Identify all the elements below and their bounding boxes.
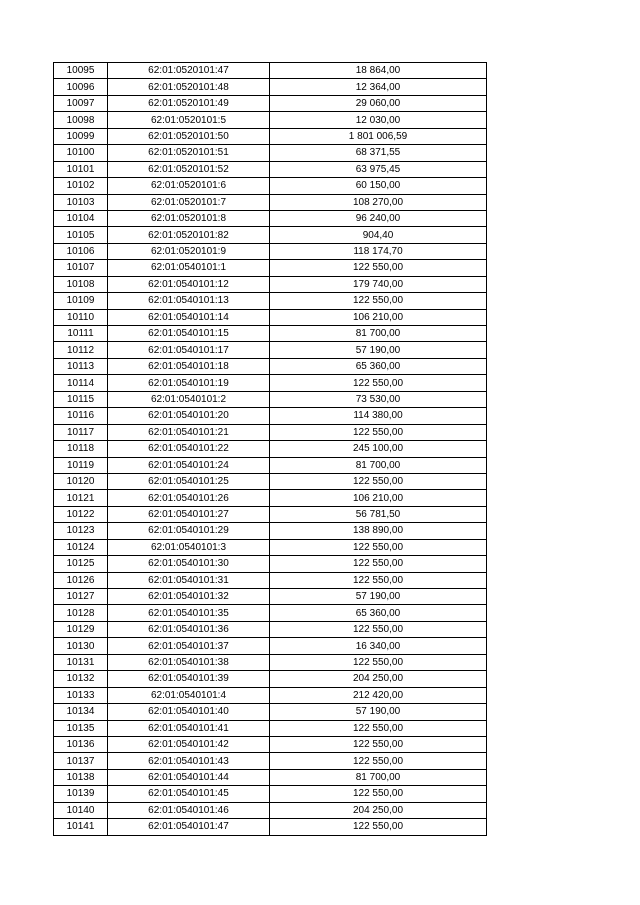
cadastral-value-cell: 904,40 [270,227,487,243]
row-number-cell: 10113 [54,358,108,374]
cadastral-value-cell: 12 364,00 [270,79,487,95]
cadastral-value-cell: 65 360,00 [270,358,487,374]
row-number-cell: 10111 [54,326,108,342]
cadastral-number-cell: 62:01:0520101:49 [108,95,270,111]
cadastral-value-cell: 57 190,00 [270,704,487,720]
cadastral-number-cell: 62:01:0540101:35 [108,605,270,621]
cadastral-value-cell: 29 060,00 [270,95,487,111]
cadastral-value-cell: 81 700,00 [270,769,487,785]
table-row [54,802,487,818]
row-number-cell: 10140 [54,802,108,818]
row-number-cell: 10095 [54,63,108,79]
cadastral-value-cell: 73 530,00 [270,391,487,407]
row-number-cell: 10098 [54,112,108,128]
cadastral-number-cell: 62:01:0520101:7 [108,194,270,210]
row-number-cell: 10106 [54,243,108,259]
row-number-cell: 10097 [54,95,108,111]
table-row [54,194,487,210]
cadastral-value-cell: 212 420,00 [270,687,487,703]
cadastral-value-cell: 108 270,00 [270,194,487,210]
row-number-cell: 10135 [54,720,108,736]
table-row [54,408,487,424]
row-number-cell: 10128 [54,605,108,621]
cadastral-value-cell: 122 550,00 [270,539,487,555]
row-number-cell: 10134 [54,704,108,720]
cadastral-value-cell: 56 781,50 [270,506,487,522]
row-number-cell: 10112 [54,342,108,358]
row-number-cell: 10116 [54,408,108,424]
cadastral-number-cell: 62:01:0540101:26 [108,490,270,506]
cadastral-number-cell: 62:01:0540101:39 [108,671,270,687]
row-number-cell: 10099 [54,128,108,144]
cadastral-value-cell: 68 371,55 [270,145,487,161]
cadastral-value-cell: 114 380,00 [270,408,487,424]
row-number-cell: 10133 [54,687,108,703]
row-number-cell: 10096 [54,79,108,95]
cadastral-value-cell: 63 975,45 [270,161,487,177]
table-row [54,276,487,292]
table-row [54,358,487,374]
row-number-cell: 10130 [54,638,108,654]
cadastral-value-cell: 60 150,00 [270,178,487,194]
table-row [54,112,487,128]
table-row [54,424,487,440]
table-row [54,572,487,588]
table-row [54,326,487,342]
cadastral-value-cell: 81 700,00 [270,457,487,473]
row-number-cell: 10129 [54,621,108,637]
cadastral-value-cell: 122 550,00 [270,556,487,572]
table-row [54,210,487,226]
cadastral-number-cell: 62:01:0540101:19 [108,375,270,391]
row-number-cell: 10102 [54,178,108,194]
row-number-cell: 10110 [54,309,108,325]
table-row [54,95,487,111]
cadastral-value-table [53,62,487,836]
table-row [54,687,487,703]
row-number-cell: 10121 [54,490,108,506]
cadastral-number-cell: 62:01:0520101:51 [108,145,270,161]
row-number-cell: 10122 [54,506,108,522]
cadastral-number-cell: 62:01:0540101:13 [108,293,270,309]
table-row [54,605,487,621]
table-row [54,621,487,637]
cadastral-number-cell: 62:01:0540101:25 [108,473,270,489]
cadastral-number-cell: 62:01:0540101:21 [108,424,270,440]
cadastral-value-cell: 122 550,00 [270,753,487,769]
cadastral-number-cell: 62:01:0520101:5 [108,112,270,128]
cadastral-number-cell: 62:01:0540101:30 [108,556,270,572]
table-row [54,293,487,309]
cadastral-number-cell: 62:01:0520101:82 [108,227,270,243]
table-row [54,490,487,506]
cadastral-number-cell: 62:01:0540101:29 [108,523,270,539]
cadastral-number-cell: 62:01:0540101:22 [108,441,270,457]
cadastral-value-cell: 122 550,00 [270,621,487,637]
cadastral-number-cell: 62:01:0540101:45 [108,786,270,802]
table-row [54,753,487,769]
cadastral-number-cell: 62:01:0540101:38 [108,654,270,670]
table-row [54,375,487,391]
cadastral-value-cell: 122 550,00 [270,293,487,309]
row-number-cell: 10127 [54,589,108,605]
table-row [54,145,487,161]
cadastral-number-cell: 62:01:0540101:41 [108,720,270,736]
table-row [54,556,487,572]
document-page [53,62,487,836]
cadastral-value-cell: 16 340,00 [270,638,487,654]
row-number-cell: 10117 [54,424,108,440]
row-number-cell: 10105 [54,227,108,243]
cadastral-value-cell: 106 210,00 [270,490,487,506]
table-row [54,523,487,539]
cadastral-value-cell: 138 890,00 [270,523,487,539]
table-row [54,79,487,95]
cadastral-value-cell: 1 801 006,59 [270,128,487,144]
cadastral-number-cell: 62:01:0540101:15 [108,326,270,342]
row-number-cell: 10136 [54,736,108,752]
cadastral-value-cell: 81 700,00 [270,326,487,342]
cadastral-value-cell: 122 550,00 [270,819,487,835]
table-row [54,161,487,177]
cadastral-value-cell: 122 550,00 [270,424,487,440]
cadastral-value-cell: 118 174,70 [270,243,487,259]
cadastral-value-cell: 245 100,00 [270,441,487,457]
cadastral-number-cell: 62:01:0520101:50 [108,128,270,144]
cadastral-number-cell: 62:01:0540101:44 [108,769,270,785]
cadastral-value-cell: 57 190,00 [270,342,487,358]
table-row [54,589,487,605]
cadastral-number-cell: 62:01:0540101:43 [108,753,270,769]
table-row [54,391,487,407]
cadastral-value-cell: 96 240,00 [270,210,487,226]
cadastral-number-cell: 62:01:0520101:52 [108,161,270,177]
cadastral-value-cell: 122 550,00 [270,473,487,489]
cadastral-value-cell: 65 360,00 [270,605,487,621]
cadastral-number-cell: 62:01:0540101:42 [108,736,270,752]
cadastral-number-cell: 62:01:0540101:2 [108,391,270,407]
cadastral-value-cell: 122 550,00 [270,736,487,752]
cadastral-number-cell: 62:01:0540101:47 [108,819,270,835]
row-number-cell: 10126 [54,572,108,588]
row-number-cell: 10108 [54,276,108,292]
table-row [54,786,487,802]
cadastral-value-cell: 12 030,00 [270,112,487,128]
cadastral-number-cell: 62:01:0540101:20 [108,408,270,424]
row-number-cell: 10100 [54,145,108,161]
table-row [54,736,487,752]
cadastral-number-cell: 62:01:0540101:1 [108,260,270,276]
table-row [54,342,487,358]
cadastral-number-cell: 62:01:0540101:3 [108,539,270,555]
cadastral-value-cell: 122 550,00 [270,654,487,670]
row-number-cell: 10138 [54,769,108,785]
cadastral-number-cell: 62:01:0540101:14 [108,309,270,325]
cadastral-value-cell: 122 550,00 [270,720,487,736]
cadastral-value-cell: 122 550,00 [270,572,487,588]
cadastral-value-cell: 122 550,00 [270,260,487,276]
cadastral-number-cell: 62:01:0540101:46 [108,802,270,818]
row-number-cell: 10109 [54,293,108,309]
row-number-cell: 10131 [54,654,108,670]
table-row [54,539,487,555]
row-number-cell: 10132 [54,671,108,687]
table-row [54,671,487,687]
cadastral-number-cell: 62:01:0540101:18 [108,358,270,374]
cadastral-number-cell: 62:01:0540101:4 [108,687,270,703]
row-number-cell: 10101 [54,161,108,177]
cadastral-number-cell: 62:01:0540101:27 [108,506,270,522]
cadastral-value-cell: 57 190,00 [270,589,487,605]
cadastral-number-cell: 62:01:0520101:9 [108,243,270,259]
cadastral-number-cell: 62:01:0520101:8 [108,210,270,226]
cadastral-value-cell: 18 864,00 [270,63,487,79]
row-number-cell: 10139 [54,786,108,802]
row-number-cell: 10114 [54,375,108,391]
cadastral-value-cell: 122 550,00 [270,786,487,802]
cadastral-number-cell: 62:01:0520101:47 [108,63,270,79]
row-number-cell: 10115 [54,391,108,407]
cadastral-number-cell: 62:01:0540101:37 [108,638,270,654]
row-number-cell: 10137 [54,753,108,769]
cadastral-number-cell: 62:01:0520101:48 [108,79,270,95]
table-row [54,227,487,243]
row-number-cell: 10123 [54,523,108,539]
cadastral-number-cell: 62:01:0540101:31 [108,572,270,588]
cadastral-number-cell: 62:01:0540101:17 [108,342,270,358]
row-number-cell: 10103 [54,194,108,210]
cadastral-value-cell: 204 250,00 [270,802,487,818]
table-row [54,260,487,276]
cadastral-number-cell: 62:01:0520101:6 [108,178,270,194]
table-body [54,63,487,836]
cadastral-value-cell: 179 740,00 [270,276,487,292]
cadastral-number-cell: 62:01:0540101:40 [108,704,270,720]
table-row [54,243,487,259]
row-number-cell: 10119 [54,457,108,473]
table-row [54,178,487,194]
cadastral-number-cell: 62:01:0540101:32 [108,589,270,605]
table-row [54,441,487,457]
cadastral-value-cell: 122 550,00 [270,375,487,391]
row-number-cell: 10125 [54,556,108,572]
table-row [54,506,487,522]
table-row [54,457,487,473]
table-row [54,128,487,144]
table-row [54,638,487,654]
row-number-cell: 10120 [54,473,108,489]
cadastral-number-cell: 62:01:0540101:24 [108,457,270,473]
table-row [54,704,487,720]
table-row [54,720,487,736]
row-number-cell: 10124 [54,539,108,555]
cadastral-number-cell: 62:01:0540101:12 [108,276,270,292]
table-row [54,654,487,670]
cadastral-number-cell: 62:01:0540101:36 [108,621,270,637]
table-row [54,63,487,79]
table-row [54,473,487,489]
cadastral-value-cell: 204 250,00 [270,671,487,687]
row-number-cell: 10118 [54,441,108,457]
table-row [54,309,487,325]
cadastral-value-cell: 106 210,00 [270,309,487,325]
row-number-cell: 10107 [54,260,108,276]
row-number-cell: 10104 [54,210,108,226]
row-number-cell: 10141 [54,819,108,835]
table-row [54,769,487,785]
table-row [54,819,487,835]
